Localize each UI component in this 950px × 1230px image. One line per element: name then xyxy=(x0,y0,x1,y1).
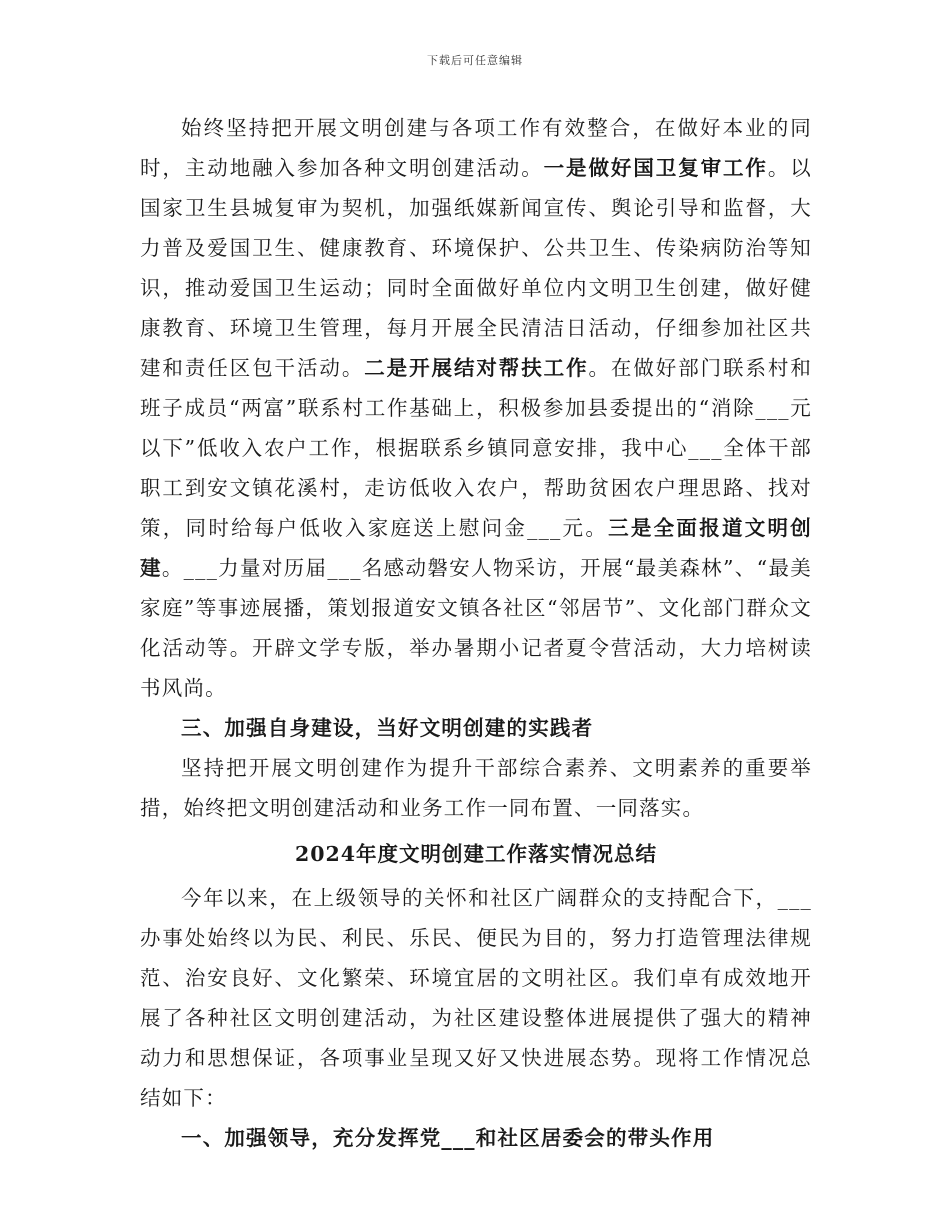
paragraph-text: 。在做好部门联系村和班子成员“两富”联系村工作基础上，积极参加县委提出的“消除___元以下”低收入农户工作，根据联系乡镇同意安排，我中心___全体干部职工到安文镇花溪村，走访低收入农户，帮助贫困农户理思路、找对策，同时给每户低收入家庭送上慰问金___元。 xyxy=(140,356,813,540)
paragraph-text: 。以国家卫生县城复审为契机，加强纸媒新闻宣传、舆论引导和监督，大力普及爱国卫生、健康教育、环境保护、公共卫生、传染病防治等知识，推动爱国卫生运动；同时全面做好单位内文明卫生创建，做好健康教育、环境卫生管理，每月开展全民清洁日活动，仔细参加社区共建和责任区包干活动。 xyxy=(140,156,812,380)
paragraph-text: 始终坚持把开展文明创建与各项工作有效整合，在做好本业的同时，主动地融入参加各种文明创建活动。 xyxy=(140,116,812,180)
paragraph-intro: 今年以来，在上级领导的关怀和社区广阔群众的支持配合下，___办事处始终以为民、利民、乐民、便民为目的，努力打造管理法律规范、治安良好、文化繁荣、环境宜居的文明社区。我们卓有成效地开展了各种社区文明创建活动，为社区建设整体进展提供了强大的精神动力和思想保证，各项事业呈现又好又快进展态势。现将工作情况总结如下： xyxy=(140,886,812,1110)
bold-point-one: 一是做好国卫复审工作 xyxy=(543,156,768,180)
paragraph-civilization-integration xyxy=(140,108,812,708)
paragraph-text: 。___力量对历届___名感动磐安人物采访，开展“最美森林”、“最美家庭”等事迹展播，策划报道安文镇各社区“邻居节”、文化部门群众文化活动等。开辟文学专版，举办暑期小记者夏令营活动，大力培树读书风尚。 xyxy=(140,556,812,700)
section-heading-leadership: 一、加强领导，充分发挥党___和社区居委会的带头作用 xyxy=(181,1126,715,1150)
bold-point-three: 三是全面报道文明创建 xyxy=(140,516,812,580)
paragraph-self-building: 坚持把开展文明创建作为提升干部综合素养、文明素养的重要举措，始终把文明创建活动和业务工作一同布置、一同落实。 xyxy=(140,756,812,820)
page-header: 下载后可任意编辑 xyxy=(427,54,523,67)
document-title: 2024年度文明创建工作落实情况总结 xyxy=(294,842,658,866)
document-body xyxy=(140,108,812,1158)
section-heading-self-building: 三、加强自身建设，当好文明创建的实践者 xyxy=(181,716,594,740)
bold-point-two: 二是开展结对帮扶工作 xyxy=(364,356,589,380)
